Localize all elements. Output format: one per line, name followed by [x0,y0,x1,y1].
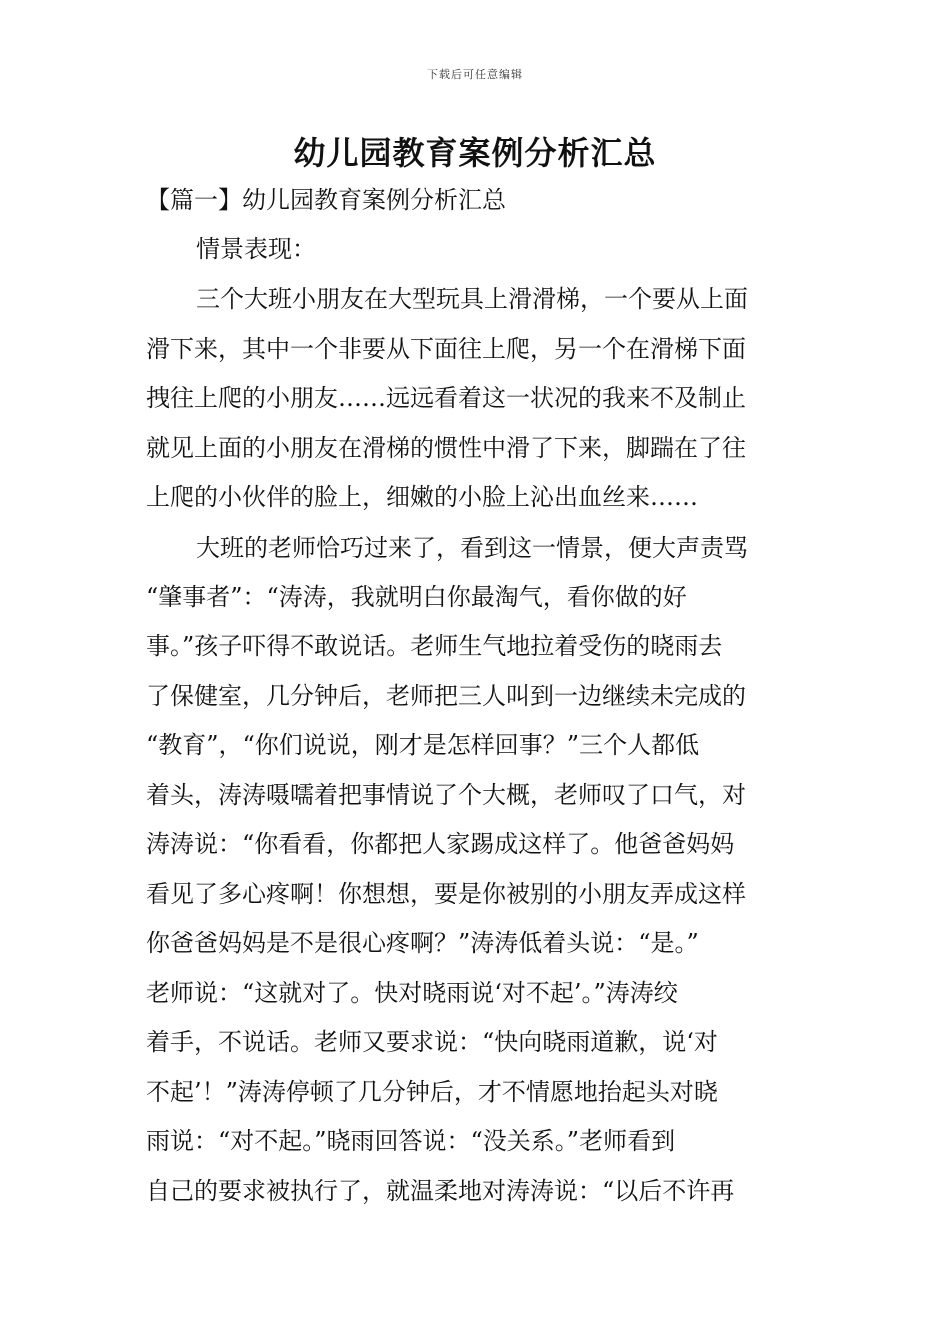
paragraph-line: 三个大班小朋友在大型玩具上滑滑梯，一个要从上面 [196,285,748,313]
paragraph-line: 着手，不说话。老师又要求说：“快向晓雨道歉，说‘对 [146,1028,718,1056]
paragraph-line: “教育”，“你们说说，刚才是怎样回事？”三个人都低 [146,731,700,759]
paragraph-line: 了保健室，几分钟后，老师把三人叫到一边继续未完成的 [146,682,746,710]
paragraph-line: 就见上面的小朋友在滑梯的惯性中滑了下来，脚踹在了往 [146,434,746,462]
paragraph-line: 大班的老师恰巧过来了，看到这一情景，便大声责骂 [196,534,748,562]
paragraph-line: 着头，涛涛嗫嚅着把事情说了个大概，老师叹了口气，对 [146,781,746,809]
paragraph-line: 自己的要求被执行了，就温柔地对涛涛说：“以后不许再 [146,1177,735,1205]
paragraph-line: 事。”孩子吓得不敢说话。老师生气地拉着受伤的晓雨去 [146,632,723,660]
paragraph-line: 不起’！”涛涛停顿了几分钟后，才不情愿地抬起头对晓 [146,1078,718,1106]
paragraph-line: “肇事者”：“涛涛，我就明白你最淘气，看你做的好 [146,583,687,611]
header-note: 下载后可任意编辑 [427,68,523,81]
subheading-scenario: 情景表现： [196,235,316,263]
paragraph-line: 你爸爸妈妈是不是很心疼啊？”涛涛低着头说：“是。” [146,929,699,957]
paragraph-line: 雨说：“对不起。”晓雨回答说：“没关系。”老师看到 [146,1127,676,1155]
paragraph-line: 看见了多心疼啊！你想想，要是你被别的小朋友弄成这样 [146,880,746,908]
paragraph-line: 老师说：“这就对了。快对晓雨说‘对不起’。”涛涛绞 [146,979,678,1007]
section-heading: 【篇一】幼儿园教育案例分析汇总 [146,186,506,214]
document-title: 幼儿园教育案例分析汇总 [293,134,657,172]
paragraph-line: 涛涛说：“你看看，你都把人家踢成这样了。他爸爸妈妈 [146,830,735,858]
paragraph-line: 滑下来，其中一个非要从下面往上爬，另一个在滑梯下面 [146,335,746,363]
paragraph-line: 拽往上爬的小朋友……远远看着这一状况的我来不及制止 [146,384,746,412]
paragraph-line: 上爬的小伙伴的脸上，细嫩的小脸上沁出血丝来…… [146,483,698,511]
